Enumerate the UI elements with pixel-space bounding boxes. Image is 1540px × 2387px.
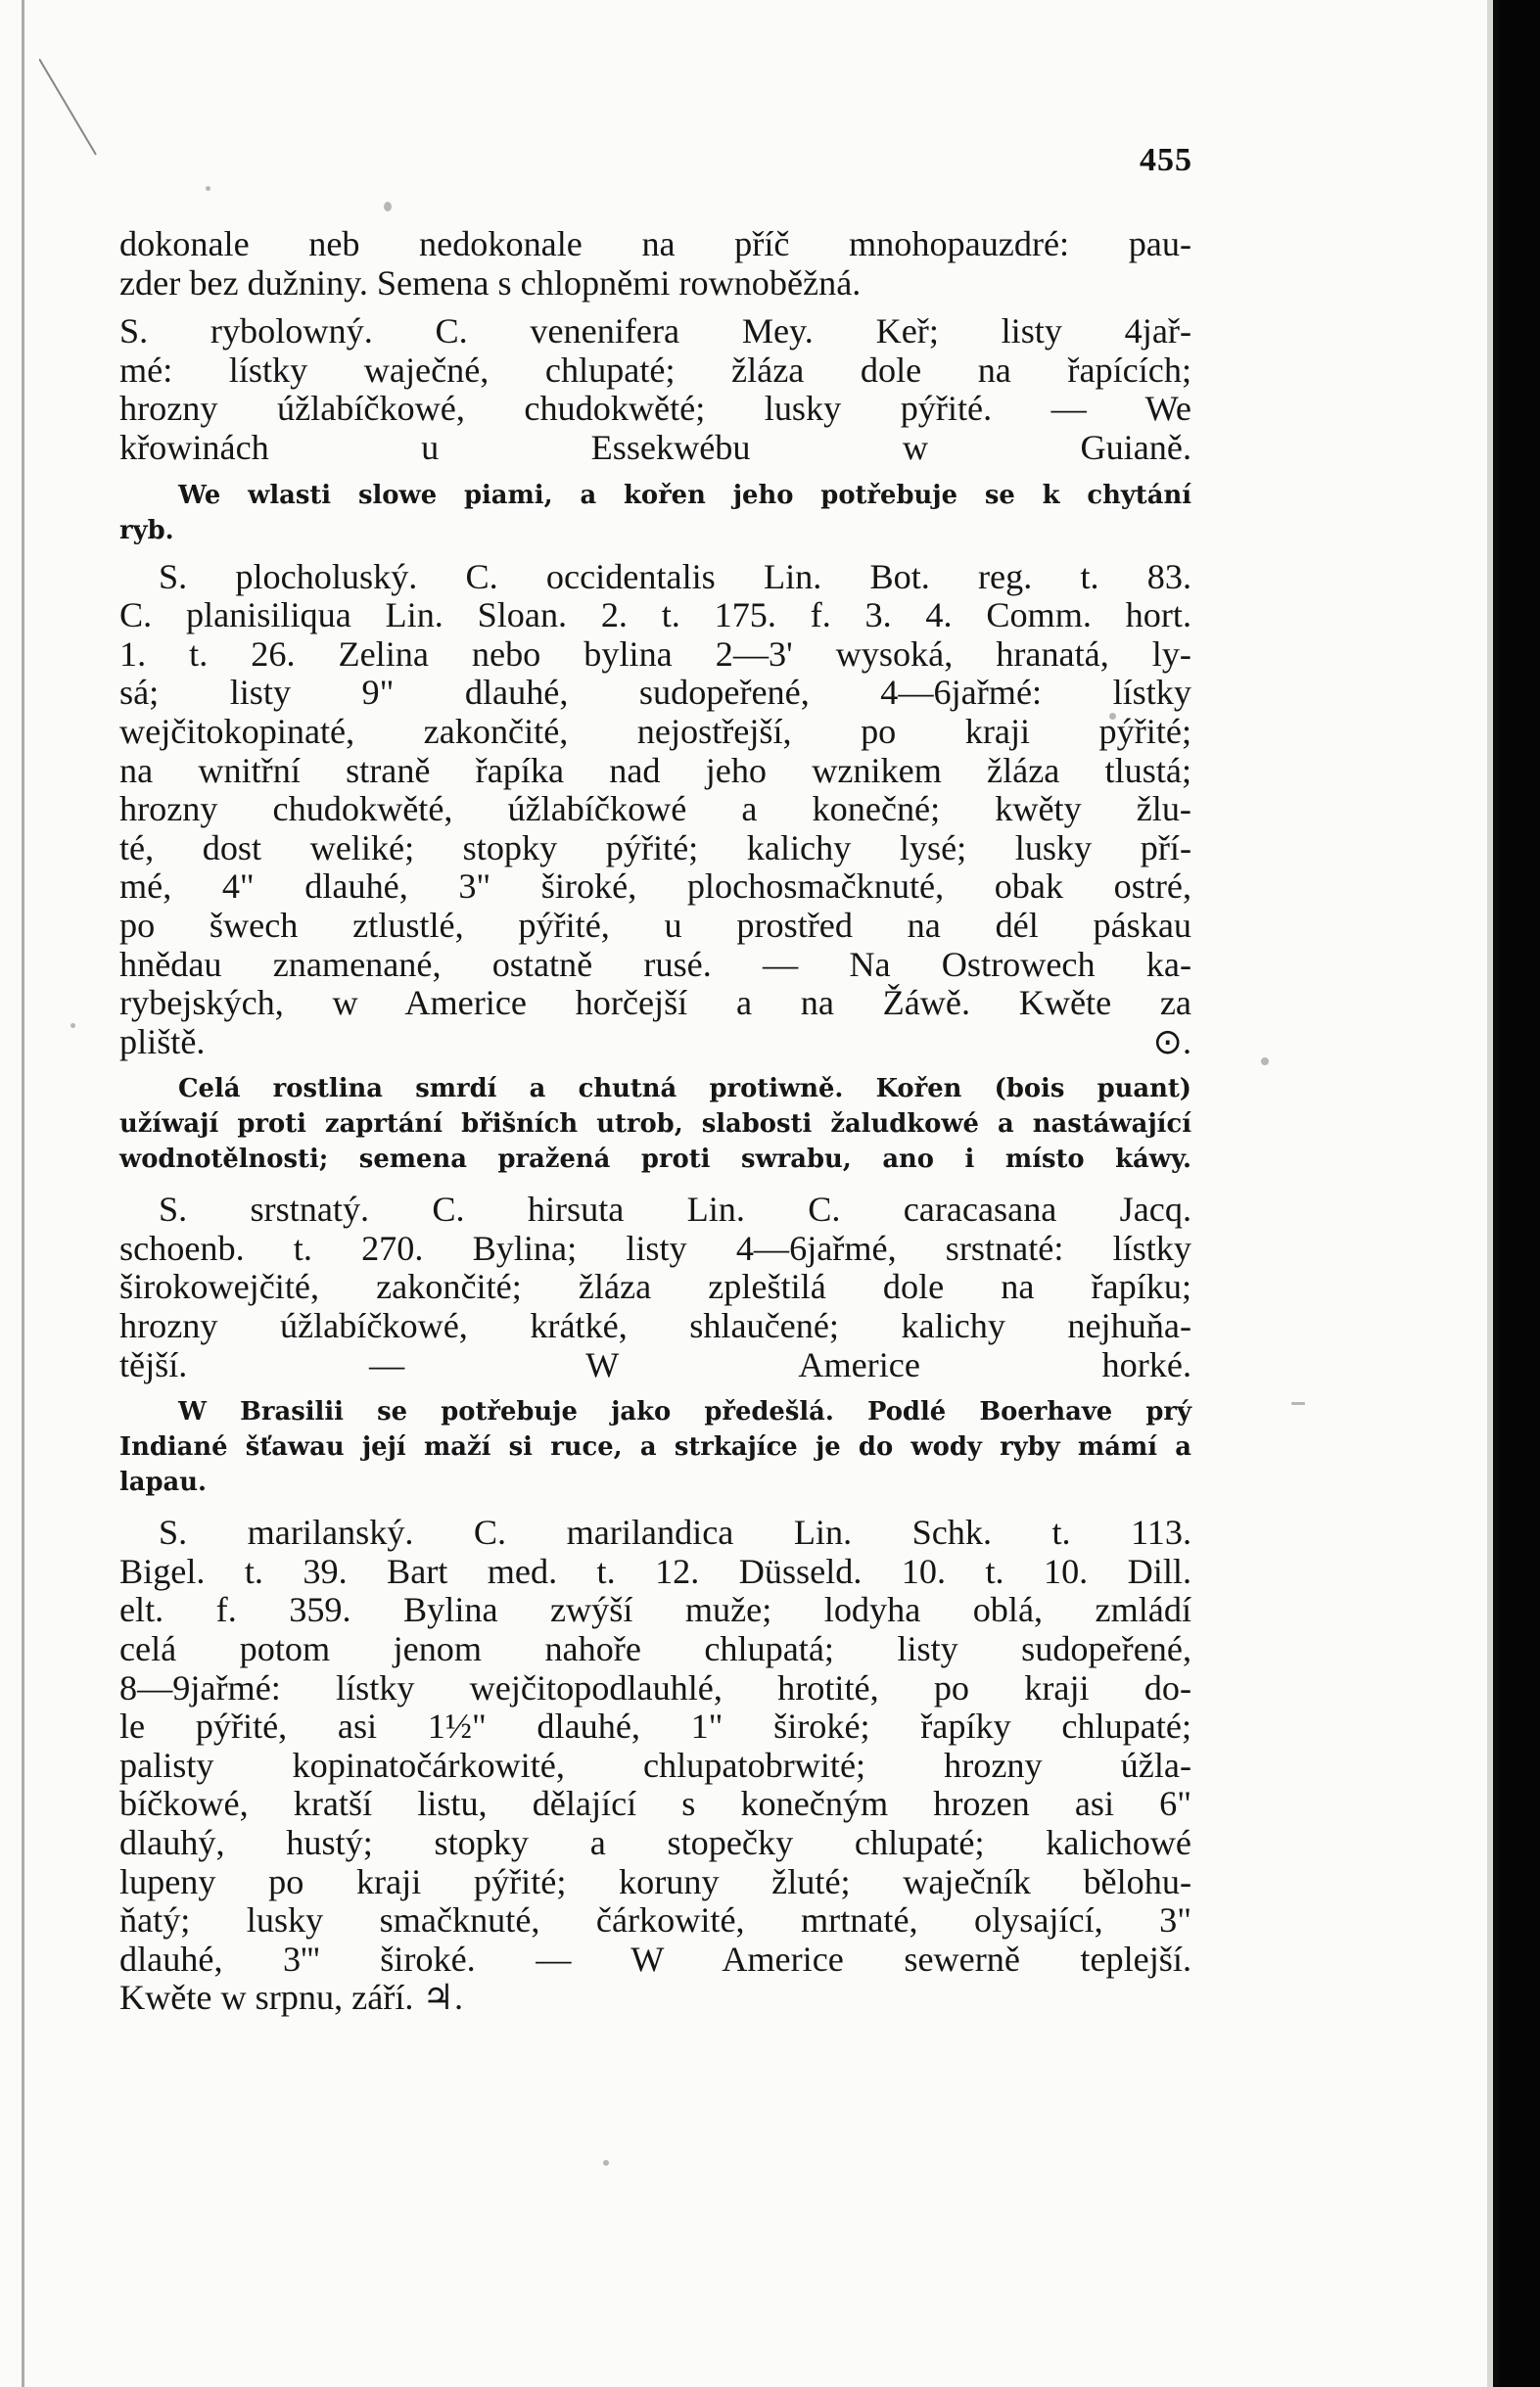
note-line: ryb. <box>119 515 174 545</box>
text-line: hrozny úžlabíčkowé, chudokwěté; lusky pýřité. — We <box>119 389 1191 429</box>
paragraph-species-srstnaty <box>119 1191 1191 1384</box>
text-line: elt. f. 359. Bylina zwýší muže; lodyha oblá, zmládí <box>119 1590 1191 1630</box>
note-line: Indiané šťawau její maží si ruce, a strkajíce je do wody ryby mámí a <box>119 1432 1191 1463</box>
note-line: W Brasilii se potřebuje jako předešlá. Podlé Boerhave prý <box>178 1397 1191 1428</box>
text-line: dlauhý, hustý; stopky a stopečky chlupaté; kalichowé <box>119 1823 1191 1862</box>
text-line: širokowejčité, zakončité; žláza zpleštilá dole na řapíku; <box>119 1267 1191 1307</box>
paper-speck <box>1261 1057 1269 1065</box>
text-line: mé, 4" dlauhé, 3" široké, plochosmačknuté, obak ostré, <box>119 866 1191 907</box>
note-rybolowny <box>119 478 1191 548</box>
text-line: bíčkowé, kratší listu, dělající s konečným hrozen asi 6" <box>119 1784 1191 1824</box>
text-line: křowinách u Essekwébu w Guianě. <box>119 427 1191 467</box>
text-line: na wnitřní straně řapíka nad jeho wznikem žláza tlustá; <box>119 750 1191 790</box>
text-line: hrozny úžlabíčkowé, krátké, shlaučené; kalichy nejhuňa- <box>119 1306 1191 1346</box>
text-line: S. rybolowný. C. venenifera Mey. Keř; listy 4jař- <box>119 311 1191 351</box>
paragraph-species-marilansky <box>119 1514 1191 2018</box>
note-line: We wlasti slowe piami, a kořen jeho potřebuje se k chytání <box>178 480 1191 510</box>
text-line: po šwech ztlustlé, pýřité, u prostřed na dél páskau <box>119 905 1191 945</box>
page-text <box>119 225 1191 2018</box>
text-line: zder bez dužniny. Semena s chlopněmi rownoběžná. <box>119 262 862 303</box>
note-plocholusky <box>119 1071 1191 1177</box>
paper-speck <box>384 202 392 211</box>
page-number: 455 <box>1140 142 1192 178</box>
text-line: S. marilanský. C. marilandica Lin. Schk. t. 113. <box>159 1513 1191 1553</box>
text-line: tější. — W Americe horké. <box>119 1344 1191 1384</box>
text-line: pliště. ⊙. <box>119 1021 1191 1061</box>
text-line: palisty kopinatočárkowité, chlupatobrwité; hrozny úžla- <box>119 1745 1191 1785</box>
text-line: hrozny chudokwěté, úžlabíčkowé a konečné; kwěty žlu- <box>119 789 1191 829</box>
note-line: wodnotělnosti; semena pražená proti swrabu, ano i místo káwy. <box>119 1145 1191 1175</box>
text-line: Bigel. t. 39. Bart med. t. 12. Düsseld. 10. t. 10. Dill. <box>119 1551 1191 1591</box>
paper-speck <box>1291 1402 1305 1405</box>
text-line: S. srstnatý. C. hirsuta Lin. C. caracasana Jacq. <box>159 1190 1191 1230</box>
scan-border <box>1499 0 1540 2387</box>
text-line: ňatý; lusky smačknuté, čárkowité, mrtnaté, olysající, 3" <box>119 1900 1191 1941</box>
corner-scratch-mark <box>39 59 98 157</box>
text-line: hnědau znamenané, ostatně rusé. — Na Ostrowech ka- <box>119 944 1191 984</box>
text-line: celá potom jenom nahoře chlupatá; listy sudopeřené, <box>119 1629 1191 1669</box>
paper-speck <box>603 2160 609 2166</box>
text-line: le pýřité, asi 1½" dlauhé, 1" široké; řapíky chlupaté; <box>119 1707 1191 1747</box>
paragraph-intro <box>119 225 1191 303</box>
text-line: mé: lístky waječné, chlupaté; žláza dole na řapících; <box>119 350 1191 390</box>
note-line: užíwají proti zaprtání břišních utrob, slabosti žaludkowé a nastáwající <box>119 1109 1191 1140</box>
note-srstnaty <box>119 1394 1191 1500</box>
text-line: dokonale neb nedokonale na příč mnohopauzdré: pau- <box>119 224 1191 263</box>
text-line: dlauhé, 3''' široké. — W Americe sewerně teplejší. <box>119 1939 1191 1979</box>
text-line: 8—9jařmé: lístky wejčitopodlauhlé, hrotité, po kraji do- <box>119 1667 1191 1708</box>
note-line: Celá rostlina smrdí a chutná protiwně. Kořen (bois puant) <box>178 1074 1191 1104</box>
note-line: lapau. <box>119 1468 208 1498</box>
paper-speck <box>206 186 210 191</box>
text-line: S. plocholuský. C. occidentalis Lin. Bot. reg. t. 83. <box>159 556 1191 596</box>
paragraph-species-rybolowny <box>119 312 1191 467</box>
text-line: wejčitokopinaté, zakončité, nejostřejší, po kraji pýřité; <box>119 711 1191 751</box>
text-line: schoenb. t. 270. Bylina; listy 4—6jařmé, srstnaté: lístky <box>119 1228 1191 1268</box>
text-line: té, dost weliké; stopky pýřité; kalichy lysé; lusky pří- <box>119 827 1191 867</box>
text-line: Kwěte w srpnu, září. ♃. <box>119 1978 463 2018</box>
text-line: sá; listy 9" dlauhé, sudopeřené, 4—6jařmé: lístky <box>119 673 1191 713</box>
text-line: 1. t. 26. Zelina nebo bylina 2—3' wysoká, hranatá, ly- <box>119 633 1191 674</box>
binding-gutter-line <box>22 0 24 2387</box>
text-line: C. planisiliqua Lin. Sloan. 2. t. 175. f. 3. 4. Comm. hort. <box>119 595 1191 635</box>
paragraph-species-plocholusky <box>119 558 1191 1062</box>
text-line: lupeny po kraji pýřité; koruny žluté; waječník bělohu- <box>119 1861 1191 1901</box>
text-line: rybejských, w Americe horčejší a na Žáwě. Kwěte za <box>119 983 1191 1023</box>
paper-speck <box>70 1023 75 1028</box>
